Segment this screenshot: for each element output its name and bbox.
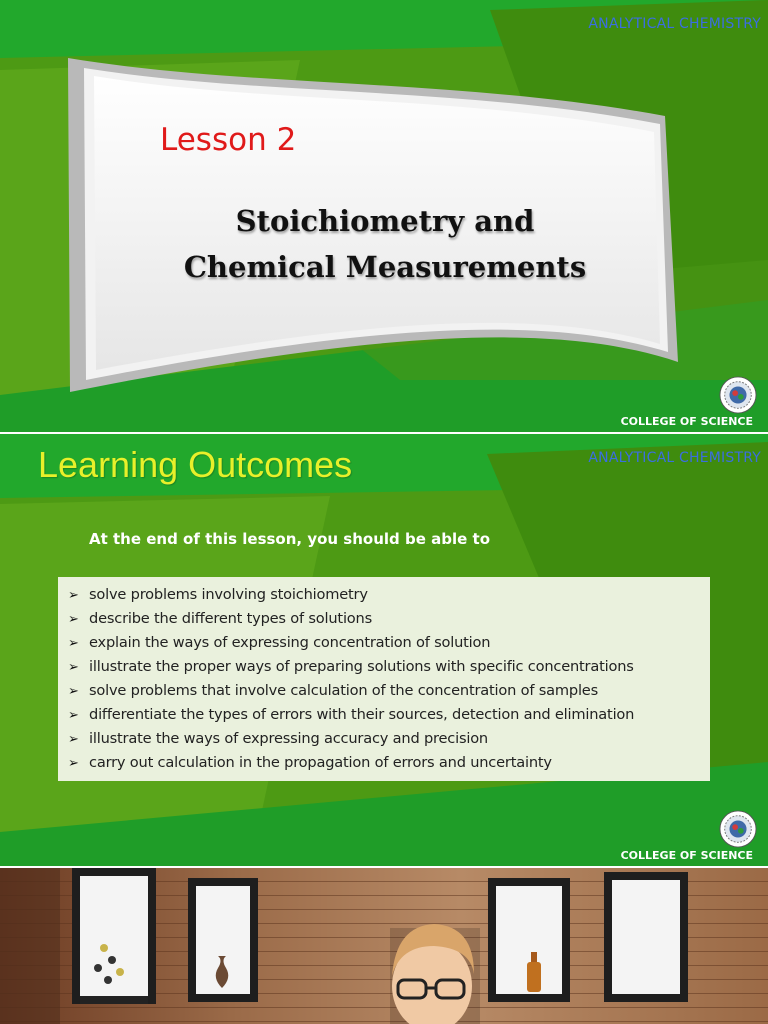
- video-still-image: [0, 868, 768, 1024]
- outcome-text: explain the ways of expressing concentration of solution: [89, 634, 491, 651]
- lesson-number: Lesson 2: [160, 122, 297, 158]
- bullet-arrow-icon: ➢: [68, 684, 79, 699]
- bullet-arrow-icon: ➢: [68, 708, 79, 723]
- lesson-title-line2: Chemical Measurements: [183, 250, 587, 284]
- learning-outcomes-slide: [0, 434, 768, 866]
- outcome-item: [68, 655, 702, 679]
- college-seal-icon: [719, 376, 757, 414]
- outcome-item: [68, 751, 702, 775]
- video-frame-slide: [0, 868, 768, 1024]
- intro-text: At the end of this lesson, you should be able to: [89, 530, 491, 548]
- outcome-text: solve problems that involve calculation of the concentration of samples: [89, 682, 598, 699]
- lesson-title: [90, 198, 680, 290]
- outcome-text: illustrate the ways of expressing accuracy and precision: [89, 730, 488, 747]
- outcome-text: differentiate the types of errors with their sources, detection and elimination: [89, 706, 635, 723]
- college-seal-icon: [719, 810, 757, 848]
- outcome-item: [68, 679, 702, 703]
- outcome-text: carry out calculation in the propagation of errors and uncertainty: [89, 754, 552, 771]
- lesson-title-line1: Stoichiometry and: [235, 204, 535, 238]
- title-slide: [0, 0, 768, 432]
- bullet-arrow-icon: ➢: [68, 588, 79, 603]
- outcomes-list: [68, 583, 702, 775]
- outcome-item: [68, 583, 702, 607]
- outcome-item: [68, 703, 702, 727]
- college-name: COLLEGE OF SCIENCE: [620, 849, 753, 862]
- outcome-item: [68, 727, 702, 751]
- course-name: ANALYTICAL CHEMISTRY: [588, 16, 761, 32]
- outcome-text: describe the different types of solutions: [89, 610, 372, 627]
- bullet-arrow-icon: ➢: [68, 636, 79, 651]
- bullet-arrow-icon: ➢: [68, 660, 79, 675]
- outcome-item: [68, 631, 702, 655]
- outcome-text: solve problems involving stoichiometry: [89, 586, 368, 603]
- outcome-item: [68, 607, 702, 631]
- outcomes-box: [58, 577, 710, 781]
- outcome-text: illustrate the proper ways of preparing solutions with specific concentrations: [89, 658, 634, 675]
- bullet-arrow-icon: ➢: [68, 732, 79, 747]
- slide-heading: Learning Outcomes: [38, 444, 353, 485]
- bullet-arrow-icon: ➢: [68, 756, 79, 771]
- course-name: ANALYTICAL CHEMISTRY: [588, 450, 761, 466]
- college-name: COLLEGE OF SCIENCE: [620, 415, 753, 428]
- bullet-arrow-icon: ➢: [68, 612, 79, 627]
